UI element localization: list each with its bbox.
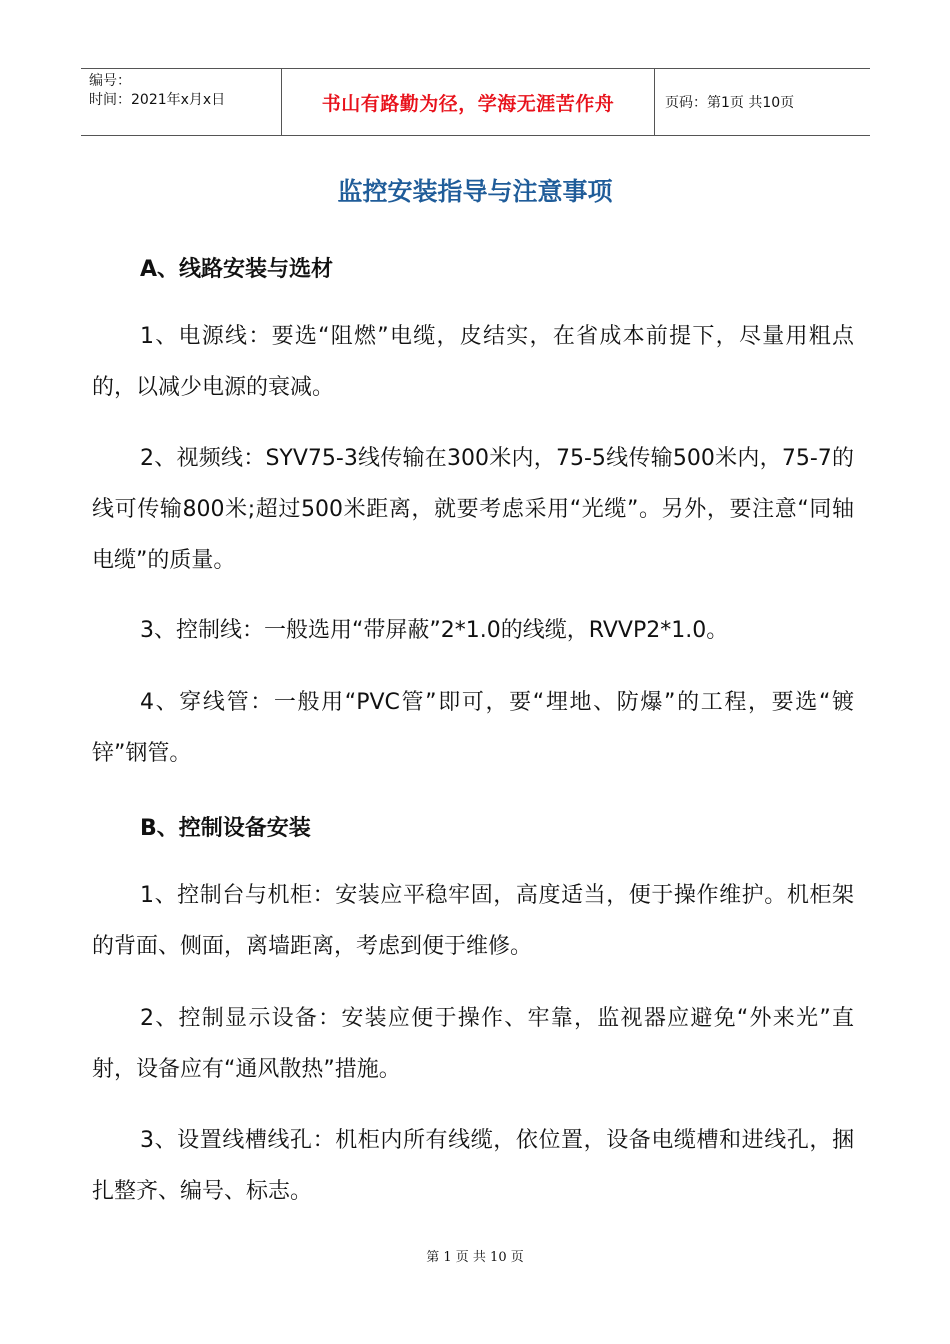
number-label: 编号： xyxy=(89,73,131,89)
paragraph-b1: 1、控制台与机柜：安装应平稳牢固，高度适当，便于操作维护。机柜架的背面、侧面，离墙距离，考虑到便于维修。 xyxy=(92,883,854,959)
paragraph-a4: 4、穿线管：一般用“PVC管”即可，要“埋地、防爆”的工程，要选“镀锌”钢管。 xyxy=(92,690,854,766)
page-footer: 第 1 页 共 10 页 xyxy=(426,1250,524,1265)
document-header xyxy=(81,68,870,136)
section-b-heading: B、控制设备安装 xyxy=(140,816,311,841)
header-meta xyxy=(81,69,281,135)
section-a-heading: A、线路安装与选材 xyxy=(140,257,334,282)
page-title: 监控安装指导与注意事项 xyxy=(337,177,613,206)
paragraph-b3: 3、设置线槽线孔：机柜内所有线缆，依位置，设备电缆槽和进线孔，捆扎整齐、编号、标志。 xyxy=(92,1128,854,1204)
time-label: 时间：2021年x月x日 xyxy=(89,92,226,108)
paragraph-a1: 1、电源线：要选“阻燃”电缆，皮结实，在省成本前提下，尽量用粗点的，以减少电源的衰减。 xyxy=(92,324,854,400)
paragraph-a3: 3、控制线：一般选用“带屏蔽”2*1.0的线缆，RVVP2*1.0。 xyxy=(140,618,729,643)
header-page-info: 页码：第1页 共10页 xyxy=(665,95,795,111)
paragraph-a2: 2、视频线：SYV75-3线传输在300米内，75-5线传输500米内，75-7的线可传输800米;超过500米距离，就要考虑采用“光缆”。另外，要注意“同轴电缆”的质量。 xyxy=(92,446,854,573)
header-motto: 书山有路勤为径，学海无涯苦作舟 xyxy=(281,69,655,135)
paragraph-b2: 2、控制显示设备：安装应便于操作、牢靠，监视器应避免“外来光”直射，设备应有“通风散热”措施。 xyxy=(92,1006,854,1082)
